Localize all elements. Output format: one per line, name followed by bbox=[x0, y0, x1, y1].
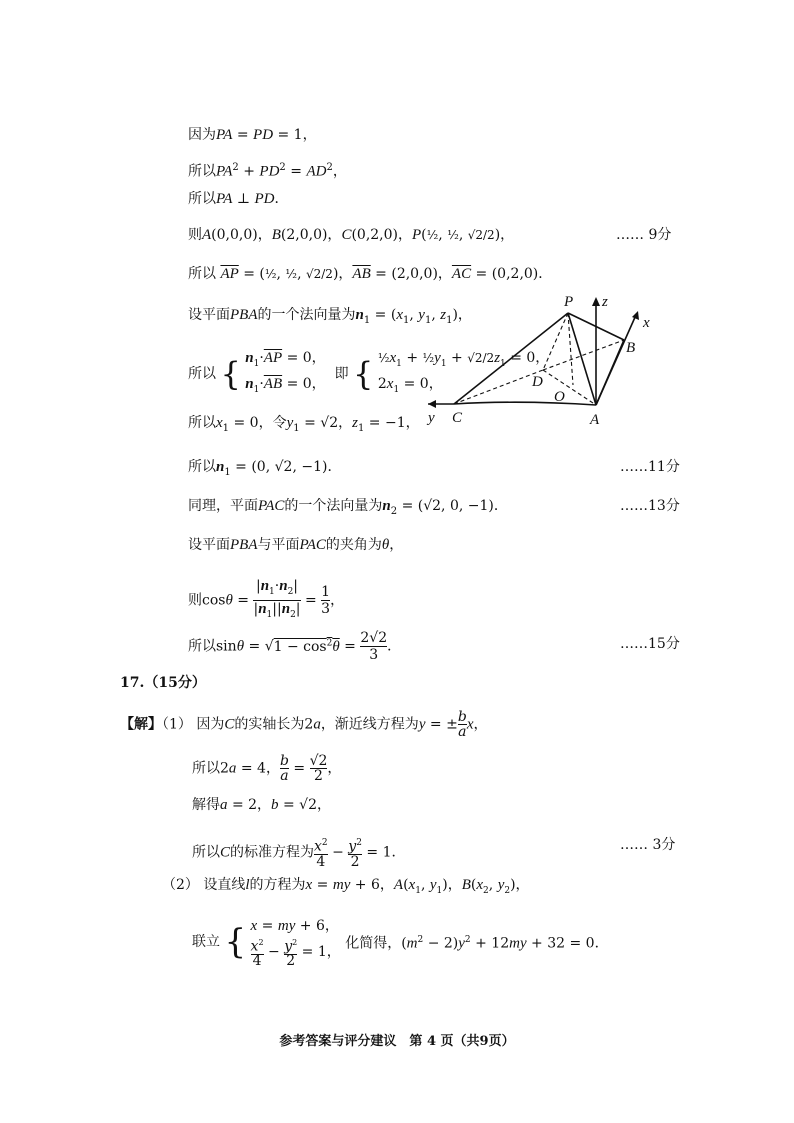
label-x: x bbox=[643, 315, 650, 331]
q17-part1-line1: 【解】（1） 因为C的实轴长为2a，渐近线方程为y = ± $\frac{b}{a}$ x， bbox=[120, 709, 488, 740]
label-C: C bbox=[452, 410, 463, 426]
label-y: y bbox=[428, 410, 435, 426]
edge-PC bbox=[454, 313, 568, 404]
score-mark-9: …… 9分 bbox=[616, 227, 672, 243]
label-z: z bbox=[602, 294, 608, 310]
q17-part1-line2: 所以2a = 4， $\frac{b}{a}$ = $\frac{√2}{2}$ ， bbox=[192, 753, 342, 784]
q17-part1-line3: 解得a = 2，b = √2， bbox=[192, 797, 332, 813]
text-line-vectors: 所以 $\overline{AP}$ = (½, ½, √2/2)，$\overline{AB} = (2,0,0)$，$\overline{AC} = (0,2,0)$． bbox=[188, 266, 553, 282]
text-line-n2: 同理，平面PAC的一个法向量为$n_2 = (√2$, 0, −1)． bbox=[188, 498, 508, 517]
score-mark-15: ……15分 bbox=[620, 636, 680, 652]
text-line-n1: 所以$n_1 = (0$, √2, −1)． bbox=[188, 459, 342, 478]
text-line-1: 因为PA = PD = 1， bbox=[188, 127, 317, 143]
page-footer: 参考答案与评分建议 第 4 页（共9页） bbox=[279, 1034, 515, 1049]
score-mark-11: ……11分 bbox=[620, 459, 680, 475]
text-line-3: 所以PA ⊥ PD． bbox=[188, 191, 289, 207]
q17-part2-line1: （2） 设直线l的方程为x = my + 6，$A(x_1$, $y_1$)，$B(x_2$, $y_2$)， bbox=[162, 877, 530, 896]
text-line-system: 所以 { $n_1\cdot\overline{AP} = 0$， $n_1\cdot\overline{AB} = 0$， 即 { $\frac{1}{2}x_1$ + $\frac{1}{2}y_1 + √2/2z_1 = 0$， $2x_1 = 0$， bbox=[188, 350, 550, 395]
label-P: P bbox=[564, 294, 574, 310]
text-line-coordinates: 则A(0,0,0)，B(2,0,0)，C(0,2,0)，P(½, ½, √2/2)， bbox=[188, 227, 515, 243]
label-D: D bbox=[532, 374, 543, 390]
arrow-x bbox=[632, 311, 639, 320]
label-O: O bbox=[554, 389, 565, 405]
solve-label: 【解】 bbox=[120, 716, 162, 733]
edge-PD bbox=[543, 313, 568, 370]
arrow-z bbox=[592, 297, 600, 306]
text-line-normal-vector: 设平面PBA的一个法向量为$n_1 = (x_1$, $y_1$, $z_1$)， bbox=[188, 307, 472, 326]
score-mark-3: …… 3分 bbox=[620, 837, 676, 853]
arrow-y bbox=[428, 400, 436, 408]
text-line-sin: 所以$\sin\theta = √1 - \cos^2\theta$ = $\frac{2√2}{3}$ ． bbox=[188, 630, 402, 663]
q17-part2-line2: 联立 { x = my + 6， $\frac{x^2}{4}$ − $\frac{y^2}{2}$ = 1， 化简得，$(m^2 - 2)y^2 + 12my + 32 = 0$． bbox=[192, 918, 609, 969]
part1-label: （1） bbox=[162, 716, 192, 733]
text-line-2: 所以$PA^2 + PD^2 = AD^2$， bbox=[188, 162, 347, 180]
label-A: A bbox=[590, 412, 600, 428]
edge-DA bbox=[543, 370, 596, 405]
edge-CA bbox=[454, 402, 596, 405]
part2-label: （2） bbox=[162, 877, 199, 893]
edge-CD bbox=[454, 370, 543, 404]
axis-x bbox=[596, 315, 636, 405]
q17-part1-line4: 所以C的标准方程为 $\frac{x^2}{4}$ − $\frac{y^2}{2}$ = 1． bbox=[192, 838, 406, 870]
text-line-cos: 则cosθ = $\frac{|n_1\cdot n_2|}{|n_1||n_2|}$ = $\frac{1}{3}$ ， bbox=[188, 578, 345, 620]
score-mark-13: ……13分 bbox=[620, 498, 680, 514]
text-line-angle: 设平面PBA与平面PAC的夹角为θ， bbox=[188, 537, 404, 553]
text-line-let: 所以$x_1 = 0$，令$y_1 = √2$，$z_1 = -1$， bbox=[188, 415, 420, 434]
q17-header: 17.（15分） bbox=[120, 675, 206, 691]
label-B: B bbox=[626, 340, 636, 356]
